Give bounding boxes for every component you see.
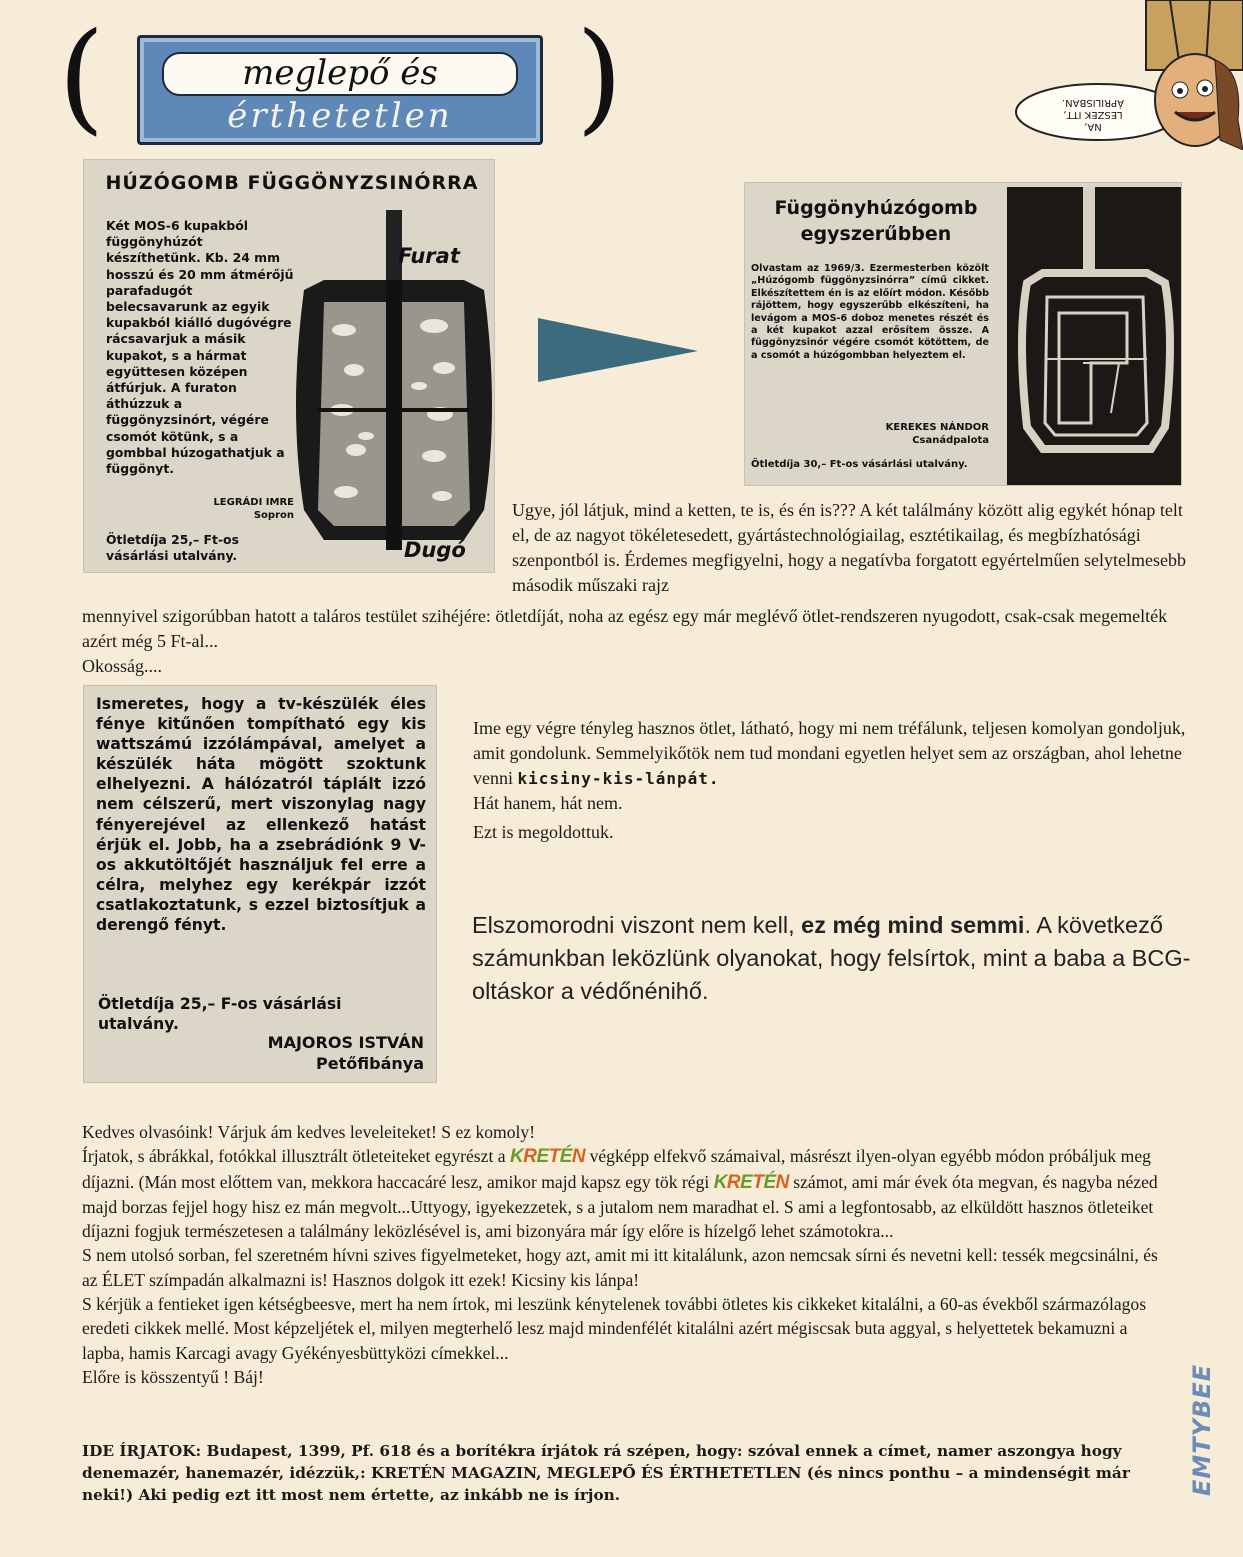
section-title-banner [137, 35, 543, 145]
appeal-text-c: számot, ami már évek óta megvan, és nagyba nézed majd borzas fejjel hogy hisz ez mán megvolt...Uttyogy, igyekezzetek, s a jutalom nem maradhat el. S ami a legfontosabb, az elküldött hasznos ötleteiket díjazni fogjuk természetesen a találmány leközlésével is, ami bizonyára már így előre is hízelgő lehet számotokra... [82, 1171, 1158, 1242]
appeal-text-a: Írjatok, s ábrákkal, fotókkal illusztrált ötleteiteket egyrészt a [82, 1146, 506, 1167]
clipping-simpler-knob [745, 183, 1181, 485]
appeal-thanks: Előre is kösszentyű ! Báj! [82, 1366, 264, 1387]
clipping-body: Ismeretes, hogy a tv-készülék éles fénye kitűnően tompítható egy kis wattszámú izzólámpával, amelyet a készülék háta mögött szoktunk elhelyezni. A hálózatról táplált izzó nem célszerű, mert viszonylag nagy fényerejével az ellenkező hatást érjük el. Jobb, ha a zsebrádiónk 9 V-os akkutöltőjét használjuk fel erre a célra, melyhez egy kerékpár izzót csatlakoztatunk, s ezzel biztosítjuk a derengő fényt. [96, 695, 426, 935]
appeal-text-b: végképp elfekvő számaival, másrészt ilyen-olyan egyébb módon próbáljuk meg díjazni. (Mán most előttem van, mekkora haccacáré lesz, amikor majd kapsz egy tök régi [82, 1146, 1151, 1192]
title-line-1: meglepő és [162, 52, 518, 96]
negative-knob-drawing [1007, 187, 1181, 485]
author-name: LEGRÁDI IMRE [213, 497, 294, 508]
clipping-prize: Ötletdíja 25,– Ft-os vásárlási utalvány. [106, 532, 239, 563]
speech-line-1: NA, [1084, 121, 1102, 132]
appeal-write-to-us [82, 1144, 1162, 1243]
author-town: Sopron [253, 510, 294, 521]
lamp-commentary-line3: Ezt is megoldottuk. [473, 822, 614, 842]
highlighted-phrase: kicsiny-kis-lánpát. [517, 769, 720, 788]
clipping-title: Függönyhúzógomb egyszerűbben [774, 197, 978, 245]
lamp-commentary-text: Ime egy végre tényleg hasznos ötlet, látható, hogy mi nem tréfálunk, teljesen komolyan gondoljuk, amit gondolunk. Semmelyikőtök nem tud mondani egyetlen helyet sem az országban, ahol lehetne venni [473, 718, 1186, 788]
appeal-greeting: Kedves olvasóink! Várjuk ám kedves leveleiteket! S ez komoly! [82, 1122, 536, 1142]
commentary-first-lines: Ugye, jól látjuk, mind a ketten, te is, és én is??? A két találmány között alig egykét hónap telt el, de az nagyot tökéletesedett, gyártástechnológiailag, esztétikailag, és megbízhatósági szenpontból is. Érdemes megfigyelni, hogy a negatívba forgatott egyértelműen selytelmesebb második műszaki rajz [512, 500, 1186, 595]
speech-line-3: ÁPRILISBAN. [1062, 97, 1124, 108]
close-parenthesis: ) [576, 8, 623, 147]
corner-cartoon [1010, 0, 1243, 150]
appeal-attention: S nem utolsó sorban, fel szeretném hívni szives figyelmeteket, hogy azt, amit mi itt kitalálunk, azon nemcsak sírni és nevetni kell: tessék megcsinálni, és az ÉLET szímpadán alkalmazni is! Hasznos dolgok itt ezek! Kicsiny kis lánpa! [82, 1245, 1158, 1290]
clipping-prize: Ötletdíja 25,– F-os vásárlási utalvány. [98, 995, 342, 1033]
speech-bubble [1028, 96, 1158, 132]
teaser-end: . A következő számunkban leközlünk olyanokat, hogy felsírtok, mint a baba a BCG-oltáskor a védőnénihő. [472, 912, 1191, 1004]
lamp-commentary [473, 716, 1193, 845]
clipping-signature [106, 496, 294, 522]
teaser-paragraph [472, 909, 1192, 1008]
appeal-desperate: S kérjük a fentieket igen kétségbeesve, mert ha nem írtok, mi leszünk kénytelenek további ötletes kis cikkeket kitalálni, a 60-as évekből származólagos eredeti cikkek mellé. Most képzeljétek el, milyen megterhelő lesz majd mindenfélét kitalálni azért mégiscsak buta aggyal, s helyettetek bekamuzni a lapba, hamis Karcagi avagy Gyékényesbüttyközi címekkel... [82, 1294, 1147, 1363]
reader-appeal [82, 1120, 1162, 1389]
author-town: Csanádpalota [912, 435, 989, 446]
clipping-body: Olvastam az 1969/3. Ezermesterben közölt „Húzógomb függönyzsinórra” című cikket. Elkészítettem én is az előírt módon. Később rájöttem, hogy egyszerűbb elkészíteni, ha levágom a MOS-6 doboz menetes részét és a két kupakot azzal erősítem össze. A függönyzsinór végére csomót kötöttem, de a csomót a húzógombban helyeztem el. [751, 263, 989, 361]
lamp-commentary-line2: Hát hanem, hát nem. [473, 793, 623, 813]
commentary-rest [82, 604, 1192, 679]
knob-cross-section-drawing [294, 210, 494, 570]
clipping-title: HÚZÓGOMB FÜGGÖNYZSINÓRRA [105, 172, 479, 194]
clipping-tv-lamp [84, 686, 436, 1082]
title-line-2: érthetetlen [227, 96, 453, 136]
kreten-logo: KRETÉN [713, 1171, 789, 1193]
clipping-prize: Ötletdíja 30,– Ft-os vásárlási utalvány. [751, 459, 968, 470]
clipping-curtain-knob [84, 160, 494, 572]
arrow-right-icon [538, 318, 700, 384]
commentary-closing: Okosság.... [82, 656, 162, 676]
clipping-body: Két MOS-6 kupakból függönyhúzót készíthetünk. Kb. 24 mm hosszú és 20 mm átmérőjű parafadugót belecsavarunk az egyik kupakból kiálló dugóvégre rácsavarjuk a másik kupakot, s a hármat együttesen középen átfúrjuk. A furaton áthúzzuk a függönyzsinórt, végére csomót kötünk, s a gombbal húzogathatjuk a függönyt. [106, 218, 294, 477]
kreten-logo: KRETÉN [509, 1146, 586, 1168]
clipping-signature [94, 1032, 424, 1074]
clipping-signature [751, 421, 989, 447]
author-town: Petőfibánya [316, 1054, 424, 1073]
side-label-text: EMTYBEE [1188, 1363, 1216, 1496]
open-parenthesis: ( [58, 8, 105, 147]
teaser-start: Elszomorodni viszont nem kell, [472, 912, 802, 938]
mailing-address: IDE ÍRJATOK: Budapest, 1399, Pf. 618 és a borítékra írjátok rá szépen, hogy: szóval ennek a címet, namer aszongya hogy denemazér, hanemazér, idézzük,: KRETÉN MAGAZIN, MEGLEPŐ ÉS ÉRTHETETLEN (és nincs ponthu – a mindenségit már neki!) Aki pedig ezt itt most nem értette, az inkább ne is írjon. [82, 1442, 1130, 1504]
label-cork: Dugó [404, 538, 466, 562]
teaser-bold: ez még mind semmi [801, 912, 1025, 938]
label-bore: Furat [398, 244, 460, 268]
speech-line-2: LESZEK ITT, [1063, 109, 1123, 120]
author-name: KEREKES NÁNDOR [885, 422, 989, 433]
side-label [1188, 1346, 1228, 1506]
author-name: MAJOROS ISTVÁN [267, 1033, 424, 1052]
commentary-continuation: mennyivel szigorúbban hatott a taláros testület szihéjére: ötletdíját, noha az egész egy már meglévő ötlet-rendszeren nyugodott, csak-csak megemelték azért még 5 Ft-al... [82, 606, 1168, 651]
